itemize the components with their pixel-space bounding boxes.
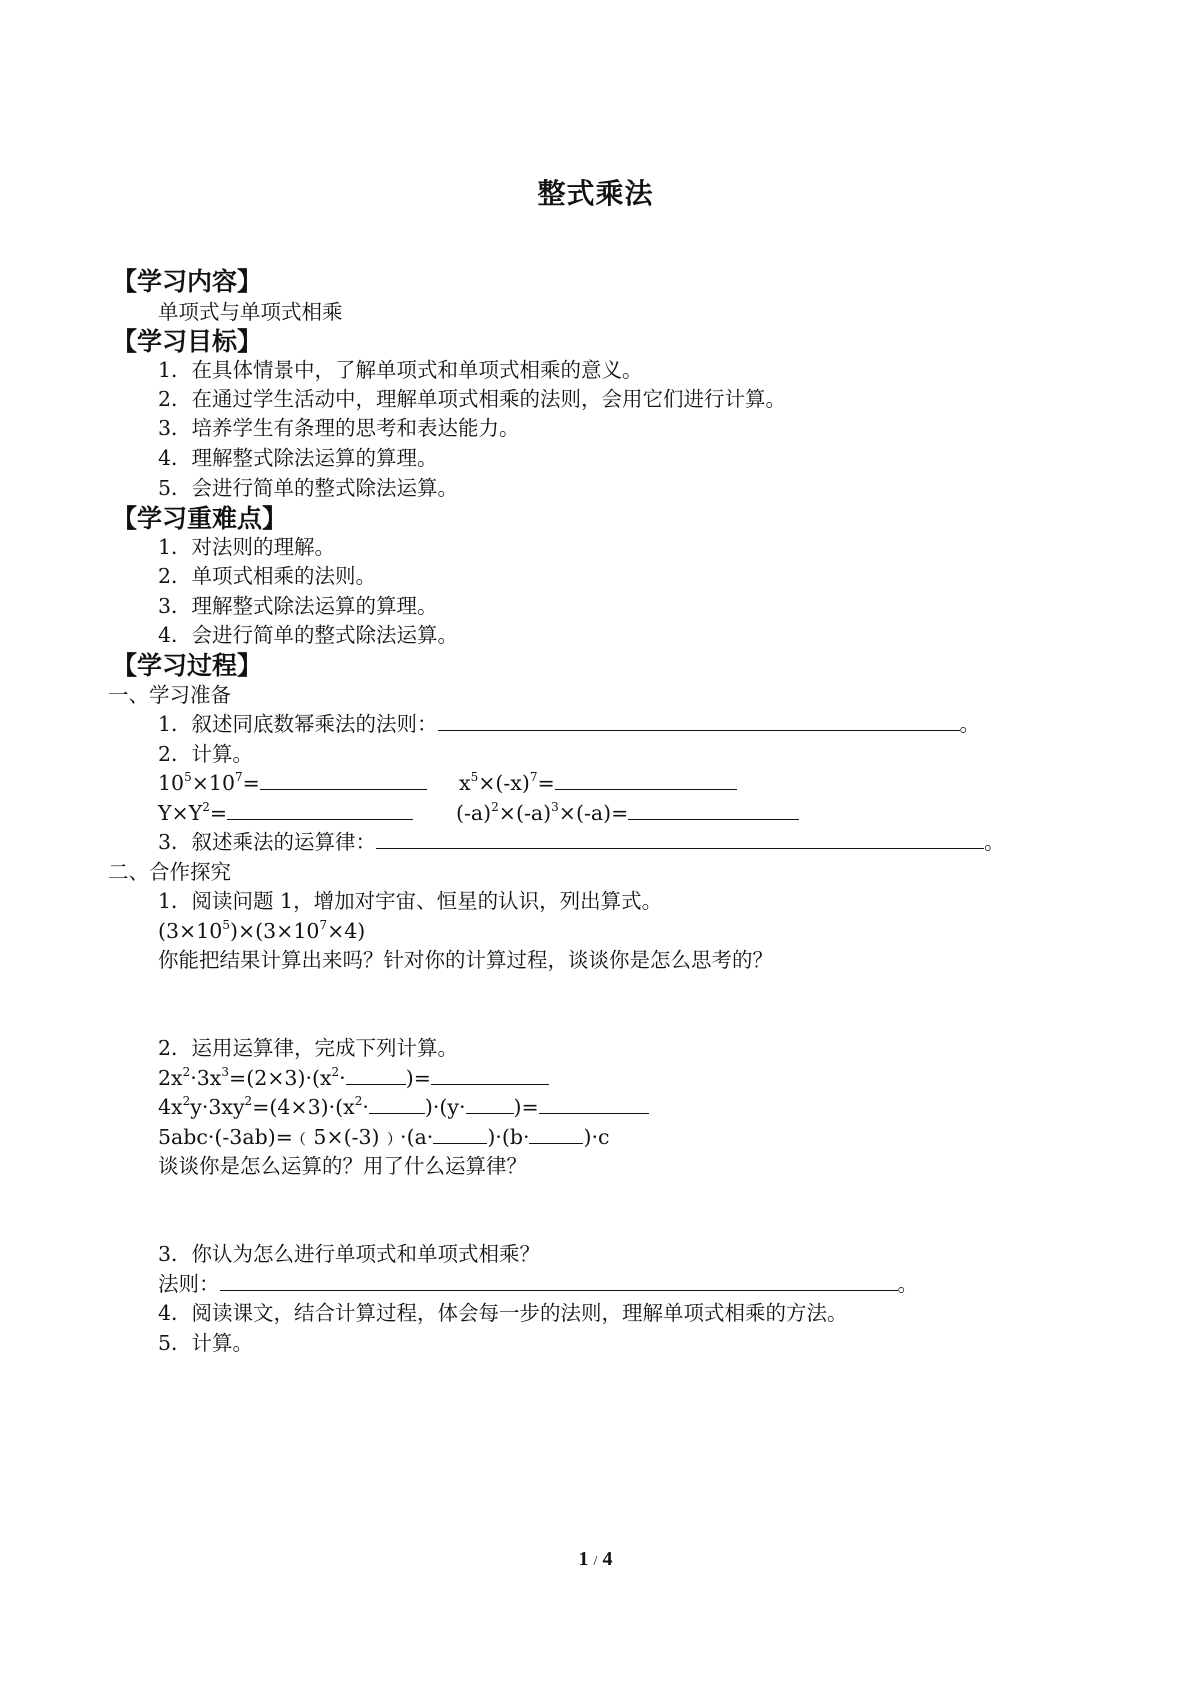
- answer-blank[interactable]: [220, 1272, 898, 1291]
- exponent: 3: [551, 800, 559, 814]
- explore-question-2-ask: 谈谈你是怎么运算的？用了什么运算律？: [158, 1154, 527, 1178]
- expr-text: (3×10: [158, 919, 223, 943]
- answer-blank[interactable]: [628, 801, 799, 820]
- expr-text: =(4×3)·(x: [252, 1095, 355, 1119]
- part2-title: 二、合作探究: [108, 860, 231, 884]
- expr-text: Y×Y: [158, 801, 203, 825]
- exponent: 5: [184, 770, 192, 784]
- question-3: [158, 828, 1005, 856]
- exponent: 7: [235, 770, 243, 784]
- expr-text: )·(b·: [487, 1125, 530, 1149]
- key-point-item: 3．理解整式除法运算的算理。: [158, 594, 438, 618]
- answer-blank[interactable]: [438, 712, 960, 731]
- answer-blank[interactable]: [466, 1095, 514, 1114]
- answer-blank[interactable]: [555, 771, 737, 790]
- expr-text: )=: [405, 1066, 431, 1090]
- goal-item: 1．在具体情景中，了解单项式和单项式相乘的意义。: [158, 358, 643, 382]
- expr-text: ×4): [327, 919, 366, 943]
- expr-text: 5abc·(-3ab)=﹙5×(-3)﹚·(a·: [158, 1125, 434, 1149]
- section-heading-key-points: 【学习重难点】: [112, 504, 288, 533]
- question-3-end: 。: [984, 830, 1005, 854]
- explore-expression-2c: [158, 1123, 609, 1151]
- exponent: 2: [202, 800, 210, 814]
- question-3-text: 3．叙述乘法的运算律：: [158, 830, 377, 854]
- explore-expression-2b: [158, 1093, 649, 1121]
- exponent: 2: [244, 1094, 253, 1108]
- exponent: 2: [182, 1094, 191, 1108]
- calc-expression-b: [459, 769, 737, 797]
- exponent: 7: [319, 918, 328, 932]
- explore-expression-1: [158, 917, 365, 945]
- key-point-item: 2．单项式相乘的法则。: [158, 564, 377, 588]
- expr-text: =: [242, 771, 260, 795]
- goal-item: 3．培养学生有条理的思考和表达能力。: [158, 416, 520, 440]
- answer-blank[interactable]: [376, 830, 984, 849]
- expr-text: =: [209, 801, 228, 825]
- answer-blank[interactable]: [539, 1095, 649, 1114]
- explore-question-5: 5．计算。: [158, 1331, 254, 1355]
- explore-question-4: 4．阅读课文，结合计算过程，体会每一步的法则，理解单项式相乘的方法。: [158, 1301, 848, 1325]
- expr-text: ×(-a)=: [558, 801, 629, 825]
- answer-blank[interactable]: [346, 1066, 406, 1085]
- answer-blank[interactable]: [433, 1125, 487, 1144]
- exponent: 2: [331, 1065, 340, 1079]
- expr-text: ·: [362, 1095, 369, 1119]
- question-2: 2．计算。: [158, 742, 254, 766]
- exponent: 5: [470, 770, 479, 784]
- part1-title: 一、学习准备: [108, 683, 231, 707]
- section-heading-process: 【学习过程】: [112, 651, 263, 680]
- page-number: [0, 1548, 1191, 1571]
- rule-line: [158, 1270, 918, 1298]
- goal-item: 5．会进行简单的整式除法运算。: [158, 476, 459, 500]
- key-point-item: 4．会进行简单的整式除法运算。: [158, 623, 459, 647]
- expr-text: y·3xy: [190, 1095, 245, 1119]
- section-heading-content: 【学习内容】: [112, 267, 263, 296]
- section-heading-goals: 【学习目标】: [112, 327, 263, 356]
- calc-expression-a: [158, 769, 427, 797]
- explore-question-2: 2．运用运算律，完成下列计算。: [158, 1036, 459, 1060]
- goal-item: 2．在通过学生活动中，理解单项式相乘的法则，会用它们进行计算。: [158, 387, 787, 411]
- question-1: [158, 710, 980, 738]
- page-total: 4: [602, 1548, 613, 1570]
- expr-text: =(2×3)·(x: [229, 1066, 332, 1090]
- expr-text: )×(3×10: [229, 919, 320, 943]
- exponent: 2: [182, 1065, 191, 1079]
- key-point-item: 1．对法则的理解。: [158, 535, 336, 559]
- question-1-end: 。: [959, 712, 981, 736]
- question-1-text: 1．叙述同底数幂乘法的法则：: [158, 712, 438, 736]
- page-current: 1: [578, 1548, 589, 1570]
- explore-question-1: 1．阅读问题 1，增加对宇宙、恒星的认识，列出算式。: [158, 889, 663, 913]
- expr-text: 10: [158, 771, 185, 795]
- exponent: 2: [491, 800, 499, 814]
- exponent: 2: [354, 1094, 363, 1108]
- exponent: 3: [221, 1065, 230, 1079]
- rule-label: 法则：: [158, 1272, 220, 1296]
- expr-text: 4x: [158, 1095, 183, 1119]
- explore-question-3: 3．你认为怎么进行单项式和单项式相乘？: [158, 1242, 541, 1266]
- expr-text: x: [459, 771, 471, 795]
- page-separator: /: [593, 1554, 598, 1569]
- explore-expression-2a: [158, 1064, 549, 1092]
- explore-question-1-ask: 你能把结果计算出来吗？针对你的计算过程，谈谈你是怎么思考的？: [158, 948, 773, 972]
- expr-text: (-a): [456, 801, 492, 825]
- exponent: 7: [529, 770, 538, 784]
- expr-text: 2x: [158, 1066, 183, 1090]
- answer-blank[interactable]: [369, 1095, 425, 1114]
- expr-text: ×(-a): [498, 801, 552, 825]
- answer-blank[interactable]: [529, 1125, 583, 1144]
- page-title: 整式乘法: [537, 177, 654, 210]
- expr-text: ·3x: [190, 1066, 222, 1090]
- expr-text: )·c: [583, 1125, 610, 1149]
- answer-blank[interactable]: [227, 801, 413, 820]
- exponent: 5: [222, 918, 230, 932]
- calc-expression-c: [158, 799, 413, 827]
- content-text: 单项式与单项式相乘: [158, 300, 343, 324]
- expr-text: ×10: [191, 771, 235, 795]
- expr-text: )·(y·: [424, 1095, 466, 1119]
- expr-text: ·: [339, 1066, 346, 1090]
- answer-blank[interactable]: [431, 1066, 549, 1085]
- calc-expression-d: [456, 799, 799, 827]
- goal-item: 4．理解整式除法运算的算理。: [158, 446, 438, 470]
- expr-text: =: [537, 771, 555, 795]
- expr-text: ×(-x): [478, 771, 530, 795]
- rule-end: 。: [897, 1272, 918, 1296]
- expr-text: )=: [513, 1095, 539, 1119]
- answer-blank[interactable]: [260, 771, 427, 790]
